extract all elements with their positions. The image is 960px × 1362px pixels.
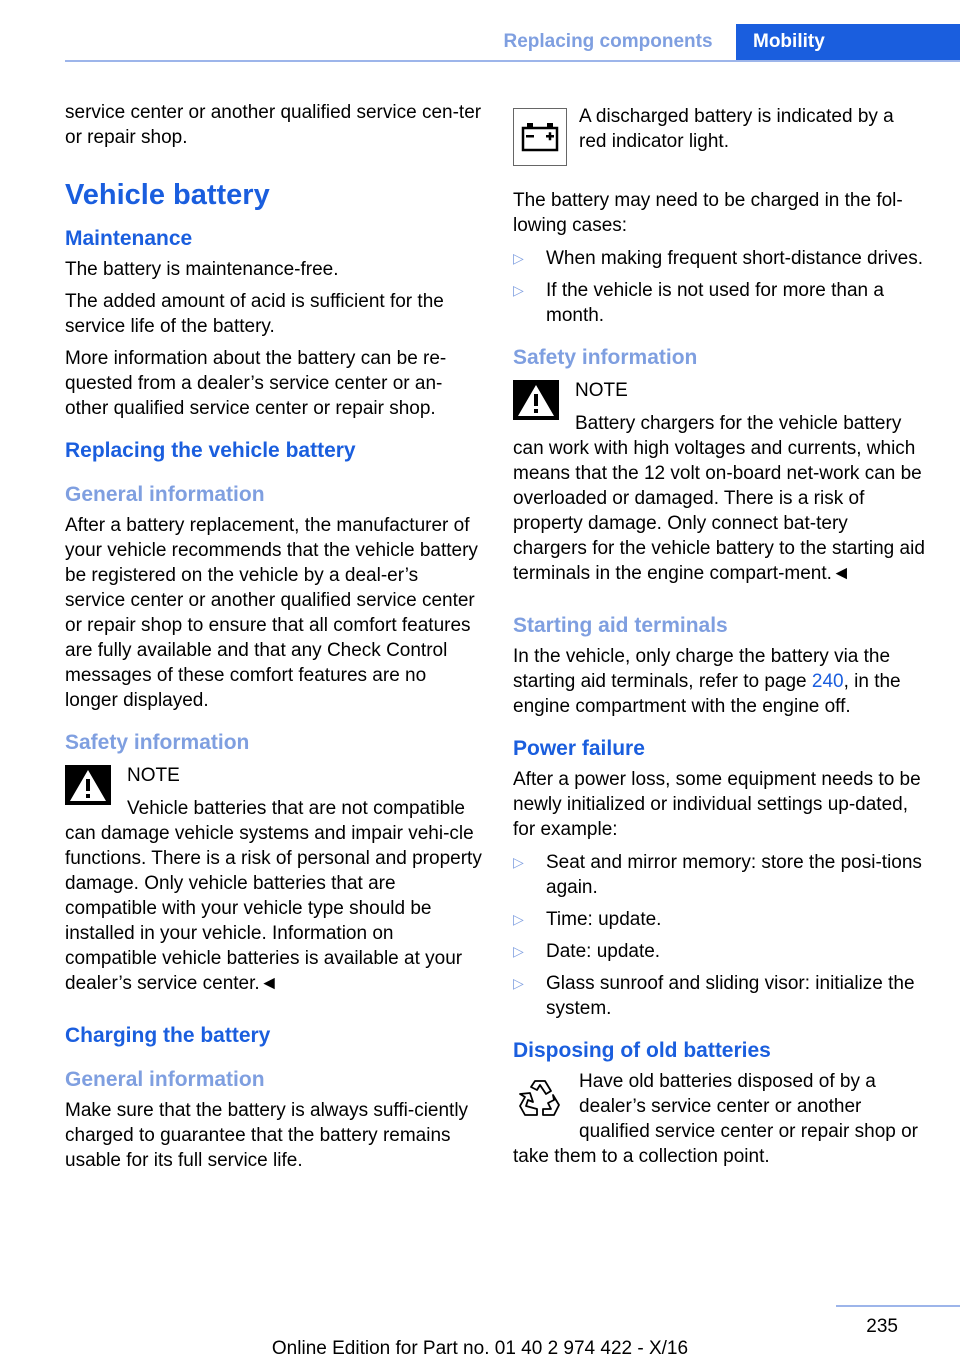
- list-item: ▷ When making frequent short-distance drives.: [513, 248, 924, 269]
- warning-note-2: [513, 378, 925, 586]
- warning-text-1: Vehicle batteries that are not compatible can damage vehicle systems and impair vehi‐cle functions. There is a risk of personal and property damage. Only vehicle batteries that are compatible with your vehicle type should be installed in your vehicle. Information on compatible vehicle batteries is available at your dealer’s service center.◄: [65, 798, 482, 994]
- heading-general-information-1: General information: [65, 483, 265, 506]
- intro-text: service center or another qualified service cen‐ter or repair shop.: [65, 102, 482, 148]
- list-item: ▷ Date: update.: [513, 941, 661, 962]
- battery-icon: [513, 108, 567, 166]
- page-number: 235: [866, 1316, 898, 1337]
- disposing-block: [513, 1069, 925, 1169]
- general-information-text-1: After a battery replacement, the manufacturer of your vehicle recommends that the vehicle battery be registered on the vehicle by a deal‐er’s service center or another qualified service center or repair shop to ensure that all comfort features are fully available and that any Check Control messages of these comfort features are no longer displayed.: [65, 515, 478, 711]
- heading-replacing-battery: Replacing the vehicle battery: [65, 439, 356, 462]
- list-item: ▷ If the vehicle is not used for more than a month.: [513, 280, 884, 326]
- edition-footer: Online Edition for Part no. 01 40 2 974 422 - X/16: [271, 1338, 689, 1359]
- header-rule: [65, 60, 960, 62]
- battery-indicator-block: [513, 104, 925, 154]
- charge-cases-intro: The battery may need to be charged in the fol‐lowing cases:: [513, 190, 903, 236]
- list-item: ▷ Time: update.: [513, 909, 662, 930]
- power-failure-text: After a power loss, some equipment needs to be newly initialized or individual settings up‐dated, for example:: [513, 769, 921, 840]
- header-chapter-tab: Mobility: [736, 24, 960, 60]
- warning-triangle-icon: [65, 765, 111, 805]
- heading-safety-information-1: Safety information: [65, 731, 250, 754]
- maintenance-text-3: More information about the battery can be re‐quested from a dealer’s service center or an‐other qualified service center or repair shop.: [65, 348, 447, 419]
- maintenance-text-2: The added amount of acid is sufficient for the service life of the battery.: [65, 291, 444, 337]
- bullet-arrow-icon: ▷: [513, 854, 524, 870]
- recycling-icon: [513, 1075, 567, 1129]
- heading-disposing-batteries: Disposing of old batteries: [513, 1039, 771, 1062]
- warning-title-2: NOTE: [575, 380, 628, 401]
- warning-title-1: NOTE: [127, 765, 180, 786]
- list-item: ▷ Glass sunroof and sliding visor: initialize the system.: [513, 973, 915, 1019]
- heading-starting-aid-terminals: Starting aid terminals: [513, 614, 728, 637]
- disposing-text: Have old batteries disposed of by a dealer’s service center or another qualified service center or repair shop or take them to a collection point.: [513, 1071, 919, 1167]
- warning-text-2: Battery chargers for the vehicle battery can work with high voltages and currents, which means that the 12 volt on-board net‐work can be overloaded or damaged. There is a risk of property damage. Only connect bat‐tery chargers for the vehicle battery to the starting aid terminals in the engine compart‐ment.◄: [513, 413, 925, 584]
- left-column: [65, 100, 483, 1180]
- heading-power-failure: Power failure: [513, 737, 645, 760]
- charge-cases-list: [513, 246, 925, 328]
- heading-safety-information-2: Safety information: [513, 346, 698, 369]
- power-failure-list: [513, 850, 925, 1021]
- bullet-arrow-icon: ▷: [513, 250, 524, 266]
- heading-maintenance: Maintenance: [65, 227, 193, 250]
- warning-triangle-icon: [513, 380, 559, 420]
- bullet-arrow-icon: ▷: [513, 975, 524, 991]
- heading-general-information-2: General information: [65, 1068, 265, 1091]
- warning-note-1: [65, 763, 483, 996]
- bullet-arrow-icon: ▷: [513, 282, 524, 298]
- maintenance-text-1: The battery is maintenance-free.: [65, 259, 339, 280]
- bullet-arrow-icon: ▷: [513, 911, 524, 927]
- footer-rule: [836, 1305, 960, 1307]
- page-reference-link[interactable]: 240: [811, 671, 844, 692]
- header-section-title: Replacing components: [503, 31, 713, 52]
- heading-charging-battery: Charging the battery: [65, 1024, 271, 1047]
- battery-indicator-text: A discharged battery is indicated by a red indicator light.: [579, 106, 894, 152]
- general-information-text-2: Make sure that the battery is always suffi‐ciently charged to guarantee that the battery remains usable for its full service life.: [65, 1100, 469, 1171]
- heading-vehicle-battery: Vehicle battery: [65, 179, 270, 211]
- bullet-arrow-icon: ▷: [513, 943, 524, 959]
- starting-aid-text: In the vehicle, only charge the battery via the starting aid terminals, refer to page 240, in the engine compartment with the engine off.: [513, 646, 901, 717]
- list-item: ▷ Seat and mirror memory: store the posi‐tions again.: [513, 852, 922, 898]
- right-column: [513, 104, 925, 1176]
